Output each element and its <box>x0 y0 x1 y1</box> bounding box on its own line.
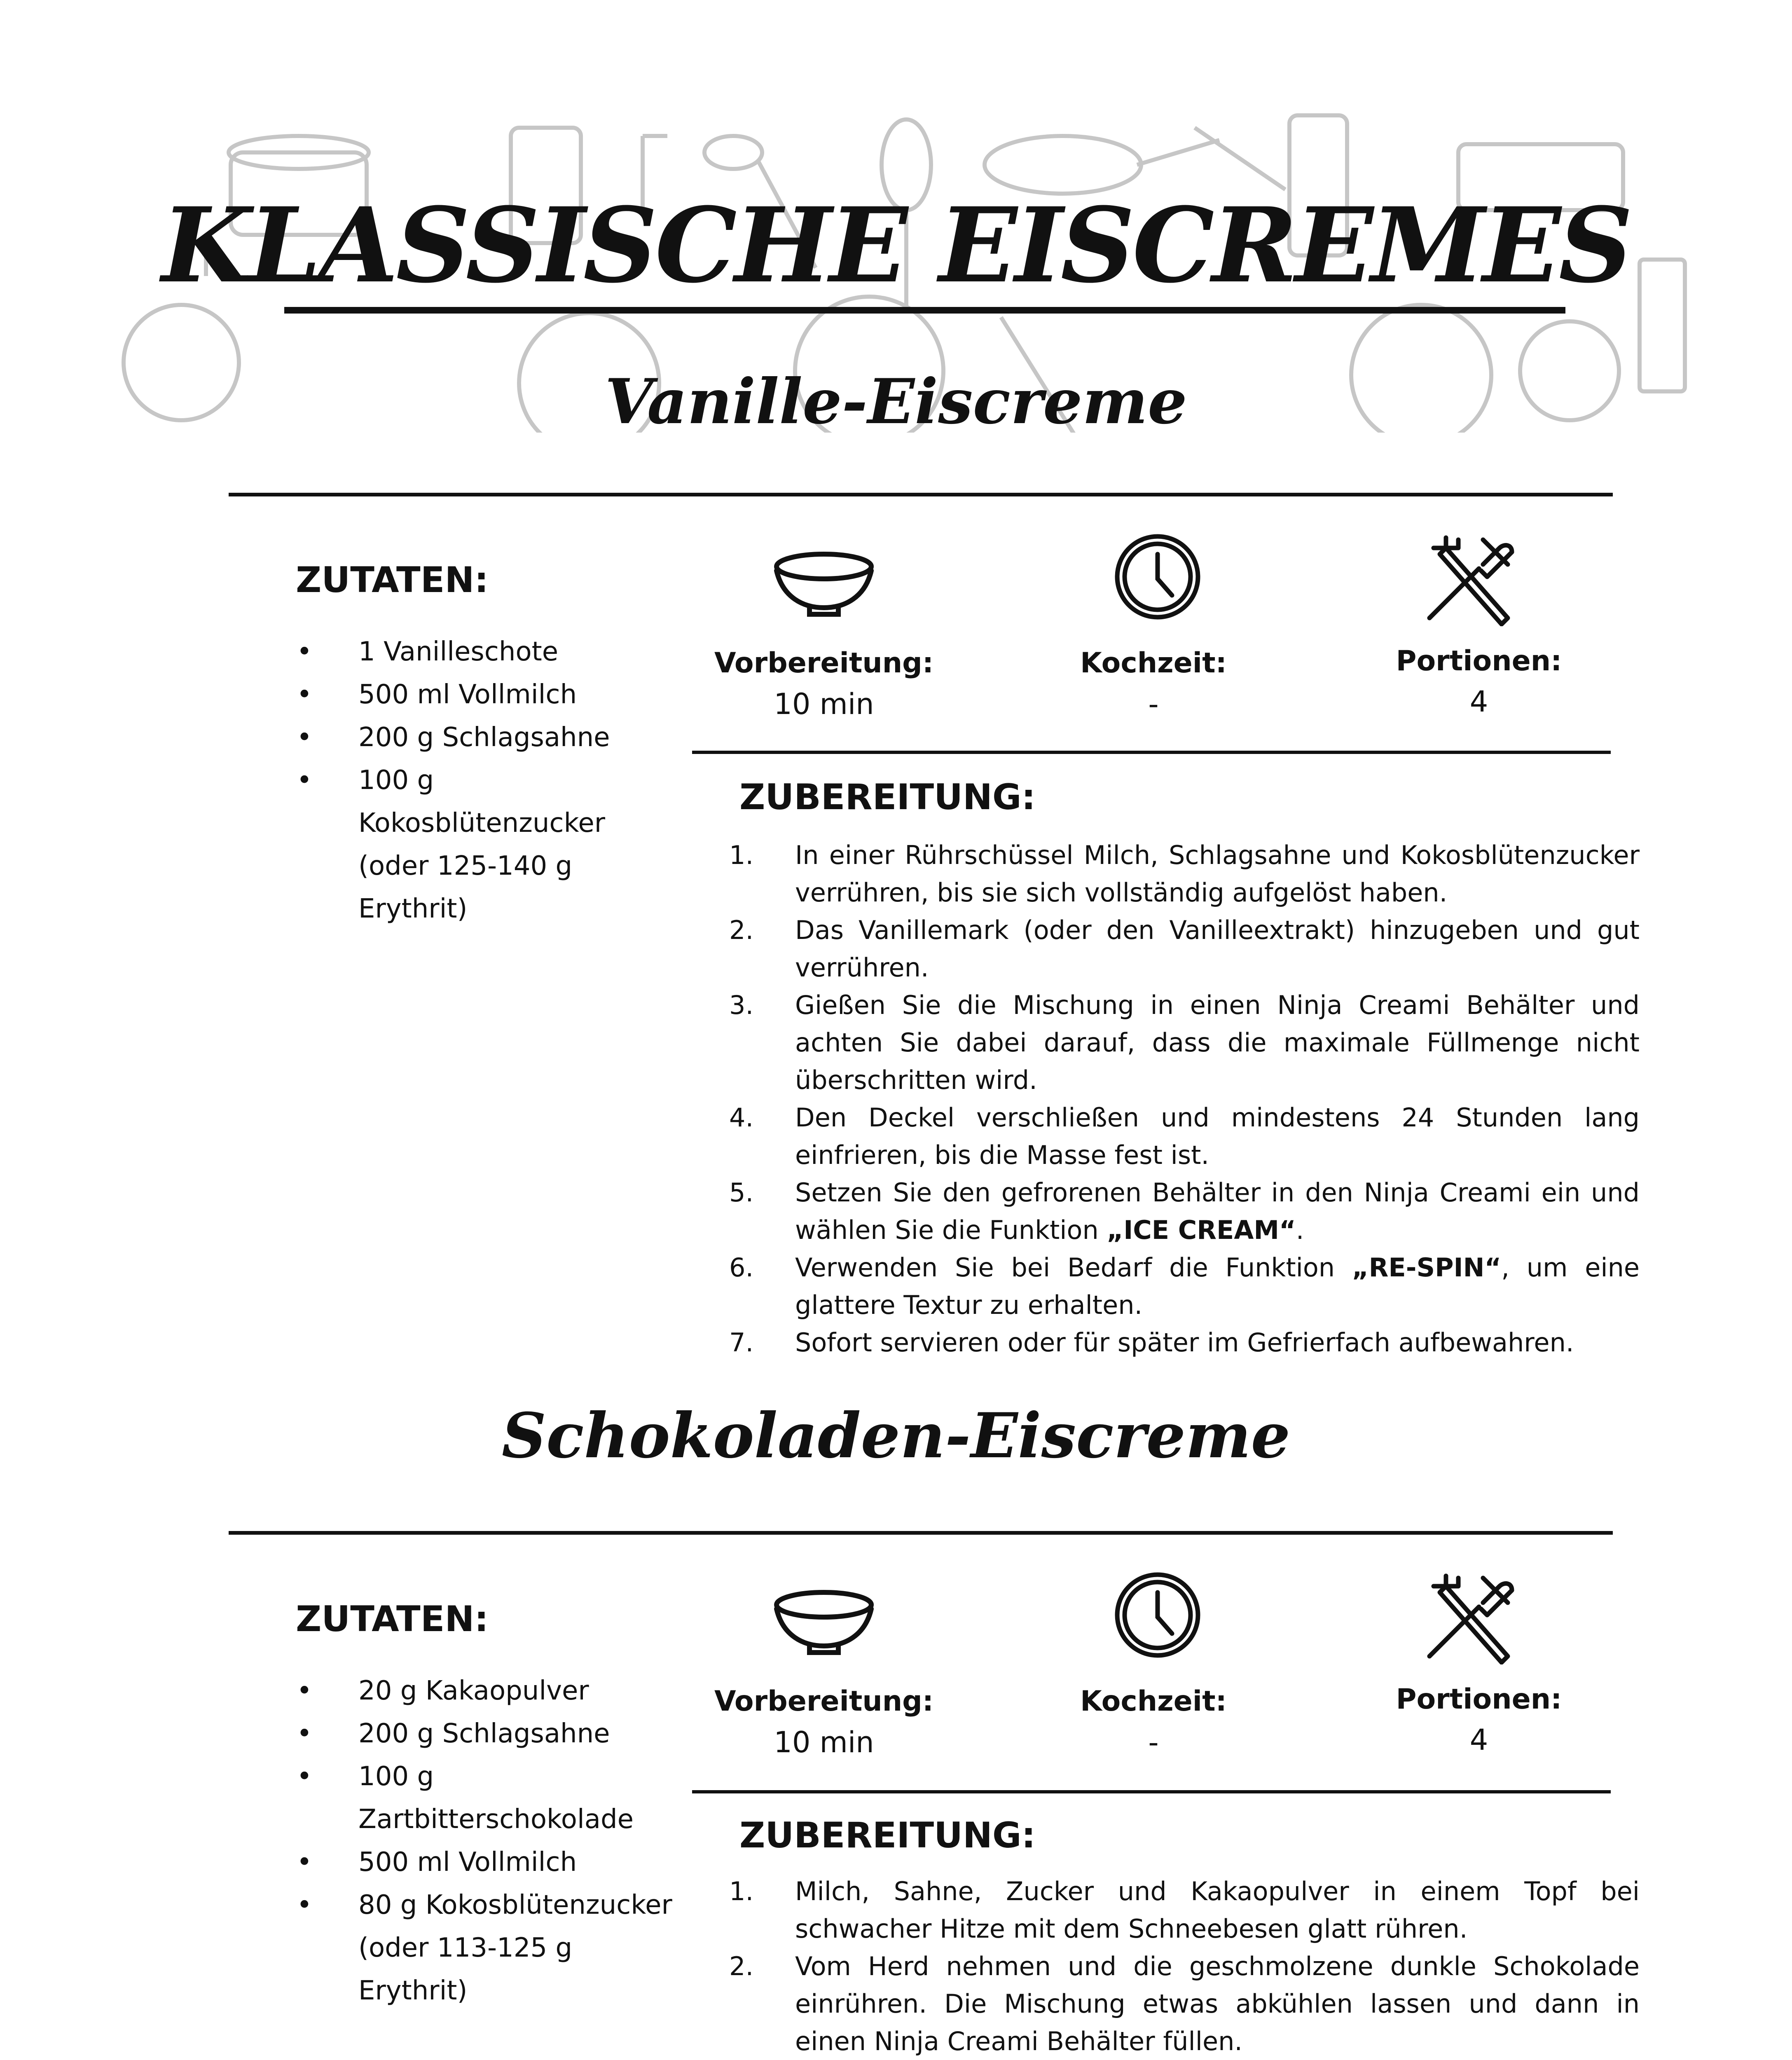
servings-label: Portionen: <box>1396 645 1562 677</box>
step-text: Das Vanillemark (oder den Vanilleextrakt) hinzugeben und gut verrühren. <box>795 915 1640 983</box>
preparation-heading: ZUBEREITUNG: <box>739 777 1036 818</box>
page-title: KLASSISCHE EISCREMES <box>161 185 1631 306</box>
step-function-name: „RE-SPIN“ <box>1352 1252 1502 1283</box>
ingredients-list <box>288 630 680 930</box>
list-item: • 500 ml Vollmilch <box>288 673 680 716</box>
step-function-name: „ICE CREAM“ <box>1107 1215 1296 1245</box>
page-title-underline <box>284 307 1565 314</box>
ingredients-heading: ZUTATEN: <box>296 559 489 601</box>
step-item <box>725 1099 1640 1174</box>
step-item <box>725 1174 1640 1249</box>
step-number: 7. <box>729 1327 754 1358</box>
list-item: • 80 g Kokosblütenzucker (oder 113-125 g Erythrit) <box>288 1884 680 2012</box>
step-number: 2. <box>729 915 754 945</box>
prep-time-label: Vorbereitung: <box>714 647 934 679</box>
step-number: 3. <box>729 990 754 1020</box>
ingredients-heading: ZUTATEN: <box>296 1599 489 1640</box>
step-number: 2. <box>729 1951 754 1981</box>
step-text: Milch, Sahne, Zucker und Kakaopulver in einem Topf bei schwacher Hitze mit dem Schneebesen glatt rühren. <box>795 1876 1640 1944</box>
prep-time-label: Vorbereitung: <box>714 1685 934 1718</box>
list-item: • 20 g Kakaopulver <box>288 1669 680 1712</box>
list-item: • 500 ml Vollmilch <box>288 1841 680 1884</box>
cook-time-value: - <box>1148 1725 1159 1759</box>
step-text: Vom Herd nehmen und die geschmolzene dunkle Schokolade einrühren. Die Mischung etwas abkühlen lassen und dann in einen Ninja Creami Behälter füllen. <box>795 1951 1640 2056</box>
step-item <box>725 1948 1640 2060</box>
recipe-divider <box>229 1531 1613 1535</box>
preparation-steps <box>725 1873 1640 2060</box>
servings-value: 4 <box>1469 1723 1488 1757</box>
step-number: 4. <box>729 1103 754 1133</box>
cook-time-value: - <box>1148 687 1159 721</box>
list-item: • 100 g Zartbitterschokolade <box>288 1755 680 1841</box>
fork-knife-icon <box>1421 531 1516 626</box>
step-item <box>725 986 1640 1099</box>
recipe-divider <box>229 493 1613 496</box>
meta-divider <box>692 751 1611 754</box>
meta-divider <box>692 1790 1611 1793</box>
recipe-title-schokolade: Schokoladen-Eiscreme <box>501 1400 1291 1472</box>
servings-label: Portionen: <box>1396 1683 1562 1716</box>
step-text: , um eine glattere Textur zu erhalten. <box>795 1252 1640 1320</box>
fork-knife-icon <box>1421 1570 1516 1664</box>
list-item: • 200 g Schlagsahne <box>288 716 680 759</box>
preparation-steps <box>725 836 1640 1361</box>
step-text: Verwenden Sie bei Bedarf die Funktion <box>795 1252 1352 1283</box>
cook-time-label: Kochzeit: <box>1080 1685 1227 1718</box>
step-number: 1. <box>729 840 754 870</box>
recipe-title-vanille: Vanille-Eiscreme <box>605 365 1187 438</box>
bowl-icon <box>770 548 877 618</box>
prep-time-value: 10 min <box>774 1725 874 1759</box>
step-item <box>725 1249 1640 1324</box>
step-number: 1. <box>729 1876 754 1906</box>
step-text: . <box>1296 1215 1304 1245</box>
step-item <box>725 1324 1640 1361</box>
step-text: Gießen Sie die Mischung in einen Ninja Creami Behälter und achten Sie dabei darauf, dass die maximale Füllmenge nicht überschritten wird. <box>795 990 1640 1095</box>
list-item: • 200 g Schlagsahne <box>288 1712 680 1755</box>
step-item <box>725 911 1640 986</box>
servings-value: 4 <box>1469 685 1488 719</box>
step-number: 5. <box>729 1177 754 1208</box>
step-item <box>725 1873 1640 1948</box>
cook-time-label: Kochzeit: <box>1080 647 1227 679</box>
list-item: • 1 Vanilleschote <box>288 630 680 673</box>
clock-icon <box>1112 531 1203 622</box>
preparation-heading: ZUBEREITUNG: <box>739 1815 1036 1856</box>
bowl-icon <box>770 1586 877 1656</box>
step-number: 6. <box>729 1252 754 1283</box>
step-text: Den Deckel verschließen und mindestens 24 Stunden lang einfrieren, bis die Masse fest ist. <box>795 1103 1640 1170</box>
prep-time-value: 10 min <box>774 687 874 721</box>
step-text: Setzen Sie den gefrorenen Behälter in den Ninja Creami ein und wählen Sie die Funktion <box>795 1177 1640 1245</box>
list-item: • 100 g Kokosblütenzucker (oder 125-140 g Erythrit) <box>288 759 680 930</box>
step-text: In einer Rührschüssel Milch, Schlagsahne und Kokosblütenzucker verrühren, bis sie sich vollständig aufgelöst haben. <box>795 840 1640 908</box>
clock-icon <box>1112 1570 1203 1660</box>
ingredients-list <box>288 1669 680 2012</box>
step-item <box>725 836 1640 911</box>
step-text: Sofort servieren oder für später im Gefrierfach aufbewahren. <box>795 1327 1574 1358</box>
